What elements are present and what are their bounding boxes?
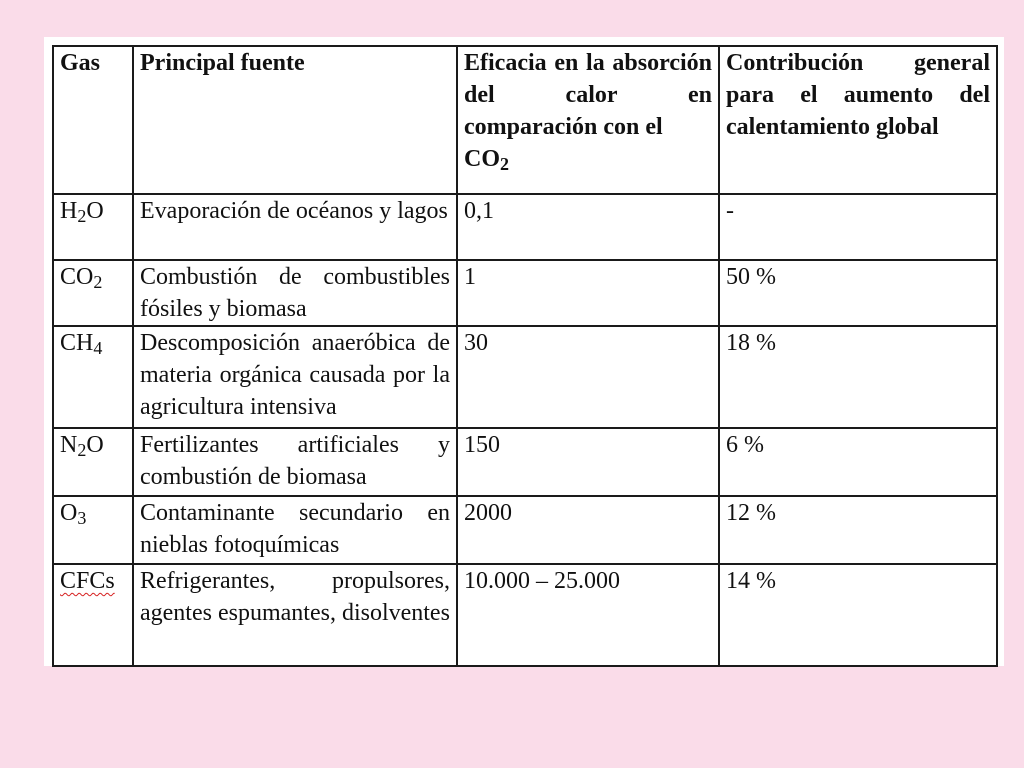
gas-formula-tail: O: [86, 432, 104, 458]
efficacy-cell: 2000: [457, 496, 719, 564]
gas-cell: [53, 326, 133, 428]
gas-cell: [53, 260, 133, 326]
gas-cell: [53, 194, 133, 260]
header-efficacy-formula-sub: 2: [500, 154, 509, 174]
gas-formula: CFCs: [60, 568, 115, 594]
source-cell: Descomposición anaeróbica de materia orgánica causada por la agricultura intensiva: [133, 326, 457, 428]
table-row: [53, 194, 997, 260]
gas-formula-sub: 4: [93, 338, 103, 358]
gas-formula-sub: 3: [77, 508, 87, 528]
gas-cell: [53, 496, 133, 564]
table-row: [53, 326, 997, 428]
header-contribution: Contribución general para el aumento del calentamiento global: [719, 46, 997, 194]
slide-content: [44, 37, 1004, 666]
gas-formula: CO: [60, 264, 94, 290]
table-row: [53, 496, 997, 564]
contribution-cell: 50 %: [719, 260, 997, 326]
gas-formula: N: [60, 432, 78, 458]
gas-cell: [53, 428, 133, 496]
gas-formula-sub: 2: [93, 272, 103, 292]
contribution-cell: -: [719, 194, 997, 260]
contribution-cell: 12 %: [719, 496, 997, 564]
gas-formula-tail: O: [86, 198, 104, 224]
gas-cell: [53, 564, 133, 666]
table-row: [53, 260, 997, 326]
table-header-row: [53, 46, 997, 194]
source-cell: Refrigerantes, propulsores, agentes espumantes, disolventes: [133, 564, 457, 666]
gas-formula: O: [60, 500, 78, 526]
gas-formula: CH: [60, 330, 94, 356]
contribution-cell: 6 %: [719, 428, 997, 496]
greenhouse-gas-table: [52, 45, 998, 667]
source-cell: Combustión de combustibles fósiles y biomasa: [133, 260, 457, 326]
header-efficacy: [457, 46, 719, 194]
gas-formula-sub: 2: [77, 440, 87, 460]
source-cell: Fertilizantes artificiales y combustión de biomasa: [133, 428, 457, 496]
efficacy-cell: 30: [457, 326, 719, 428]
header-gas: Gas: [53, 46, 133, 194]
source-cell: Contaminante secundario en nieblas fotoquímicas: [133, 496, 457, 564]
efficacy-cell: 0,1: [457, 194, 719, 260]
header-efficacy-formula: CO: [464, 146, 500, 172]
table-row: [53, 428, 997, 496]
efficacy-cell: 10.000 – 25.000: [457, 564, 719, 666]
gas-formula: H: [60, 198, 78, 224]
efficacy-cell: 150: [457, 428, 719, 496]
header-source: Principal fuente: [133, 46, 457, 194]
header-efficacy-text: Eficacia en la absorción del calor en comparación con el: [464, 50, 712, 140]
efficacy-cell: 1: [457, 260, 719, 326]
source-cell: Evaporación de océanos y lagos: [133, 194, 457, 260]
contribution-cell: 18 %: [719, 326, 997, 428]
table-row: [53, 564, 997, 666]
contribution-cell: 14 %: [719, 564, 997, 666]
gas-formula-sub: 2: [77, 206, 87, 226]
